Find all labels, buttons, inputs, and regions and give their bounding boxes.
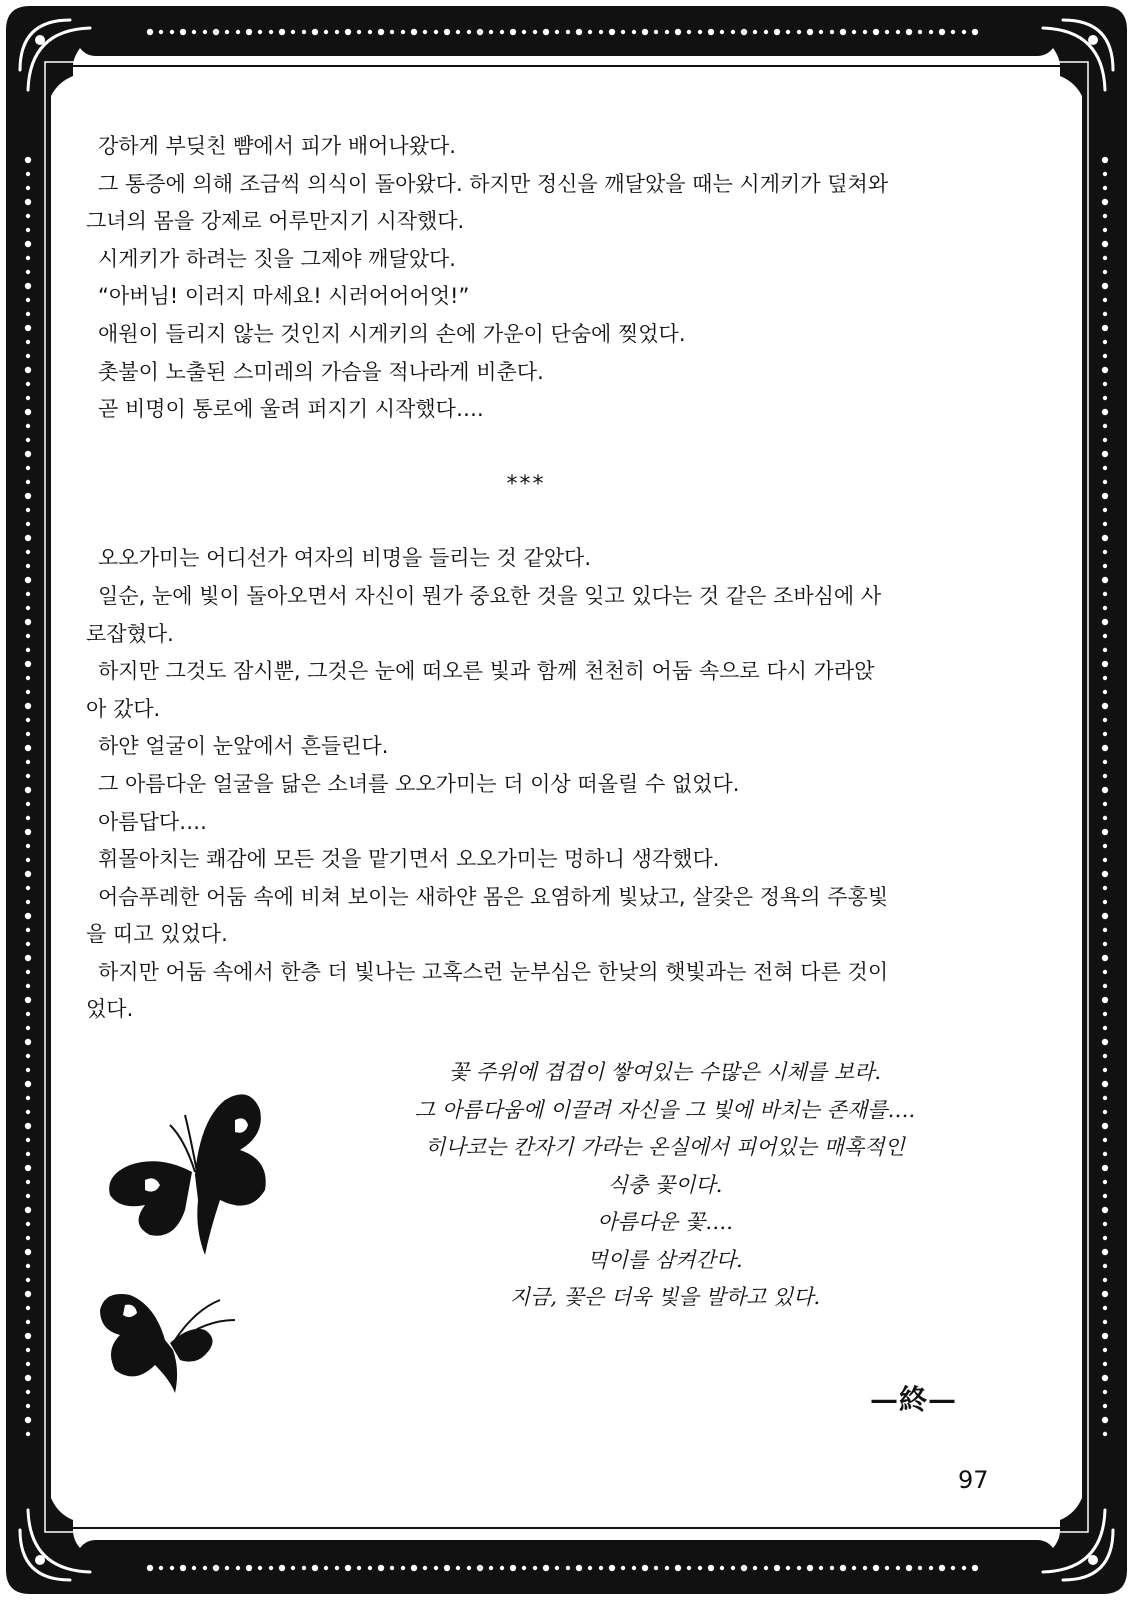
story-paragraphs-part1 — [86, 128, 966, 429]
story-line: 시게키가 하려는 짓을 그제야 깨달았다. — [98, 246, 456, 271]
story-line: 아 갔다. — [86, 696, 161, 721]
story-line: 하얀 얼굴이 눈앞에서 흔들린다. — [98, 734, 389, 759]
story-line: 어슴푸레한 어둠 속에 비쳐 보이는 새하얀 몸은 요염하게 빛났고, 살갗은 정욕의 주홍빛 — [98, 884, 889, 909]
poem-line: 그 아름다움에 이끌려 자신을 그 빛에 바치는 존재를…. — [414, 1097, 916, 1122]
end-mark: —終— — [870, 1383, 958, 1416]
story-line: 강하게 부딪친 뺨에서 피가 배어나왔다. — [98, 134, 456, 158]
story-line: 을 띠고 있었다. — [86, 922, 228, 947]
story-line: 애원이 들리지 않는 것인지 시게키의 손에 가운이 단숨에 찢었다. — [98, 321, 686, 346]
story-line: 그녀의 몸을 강제로 어루만지기 시작했다. — [86, 209, 465, 234]
story-line: 하지만 어둠 속에서 한층 더 빛나는 고혹스런 눈부심은 한낮의 햇빛과는 전혀 다른 것이 — [98, 959, 889, 984]
story-line: “아버님! 이러지 마세요! 시러어어어엇!” — [98, 284, 470, 309]
story-line: 하지만 그것도 잠시뿐, 그것은 눈에 떠오른 빛과 함께 천천히 어둠 속으로 다시 가라앉 — [98, 659, 875, 684]
story-line: 촛불이 노출된 스미레의 가슴을 적나라게 비춘다. — [98, 359, 544, 384]
page-number: 97 — [958, 1466, 989, 1494]
story-line: 그 아름다운 얼굴을 닮은 소녀를 오오가미는 더 이상 떠올릴 수 없었다. — [98, 771, 740, 796]
story-line: 아름답다…. — [98, 809, 207, 834]
story-line: 었다. — [86, 997, 134, 1022]
story-text — [86, 128, 966, 1029]
butterfly-icon — [95, 1285, 245, 1395]
poem-line: 히나코는 칸자기 가라는 온실에서 피어있는 매혹적인 — [425, 1135, 905, 1159]
poem-line: 꽃 주위에 겹겹이 쌓여있는 수많은 시체를 보라. — [448, 1060, 882, 1084]
poem-line: 식충 꽃이다. — [607, 1172, 723, 1197]
story-line: 그 통증에 의해 조금씩 의식이 돌아왔다. 하지만 정신을 깨달았을 때는 시게키가 덮쳐와 — [98, 171, 889, 196]
story-line: 로잡혔다. — [86, 621, 174, 646]
story-line: 일순, 눈에 빛이 돌아오면서 자신이 뭔가 중요한 것을 잊고 있다는 것 같은 조바심에 사 — [98, 583, 882, 608]
poem-line: 먹이를 삼켜간다. — [587, 1247, 743, 1272]
story-line: 휘몰아치는 쾌감에 모든 것을 맡기면서 오오가미는 멍하니 생각했다. — [98, 847, 720, 872]
scene-separator: *** — [506, 471, 546, 497]
poem-line: 지금, 꽃은 더욱 빛을 발하고 있다. — [509, 1285, 821, 1309]
poem-line: 아름다운 꽃…. — [597, 1210, 733, 1234]
story-paragraphs-part2 — [86, 540, 966, 1029]
story-line: 오오가미는 어디선가 여자의 비명을 들리는 것 같았다. — [98, 546, 592, 571]
closing-poem — [400, 1054, 930, 1317]
story-line: 곧 비명이 통로에 울려 퍼지기 시작했다…. — [98, 397, 484, 422]
butterfly-icon — [100, 1080, 290, 1260]
